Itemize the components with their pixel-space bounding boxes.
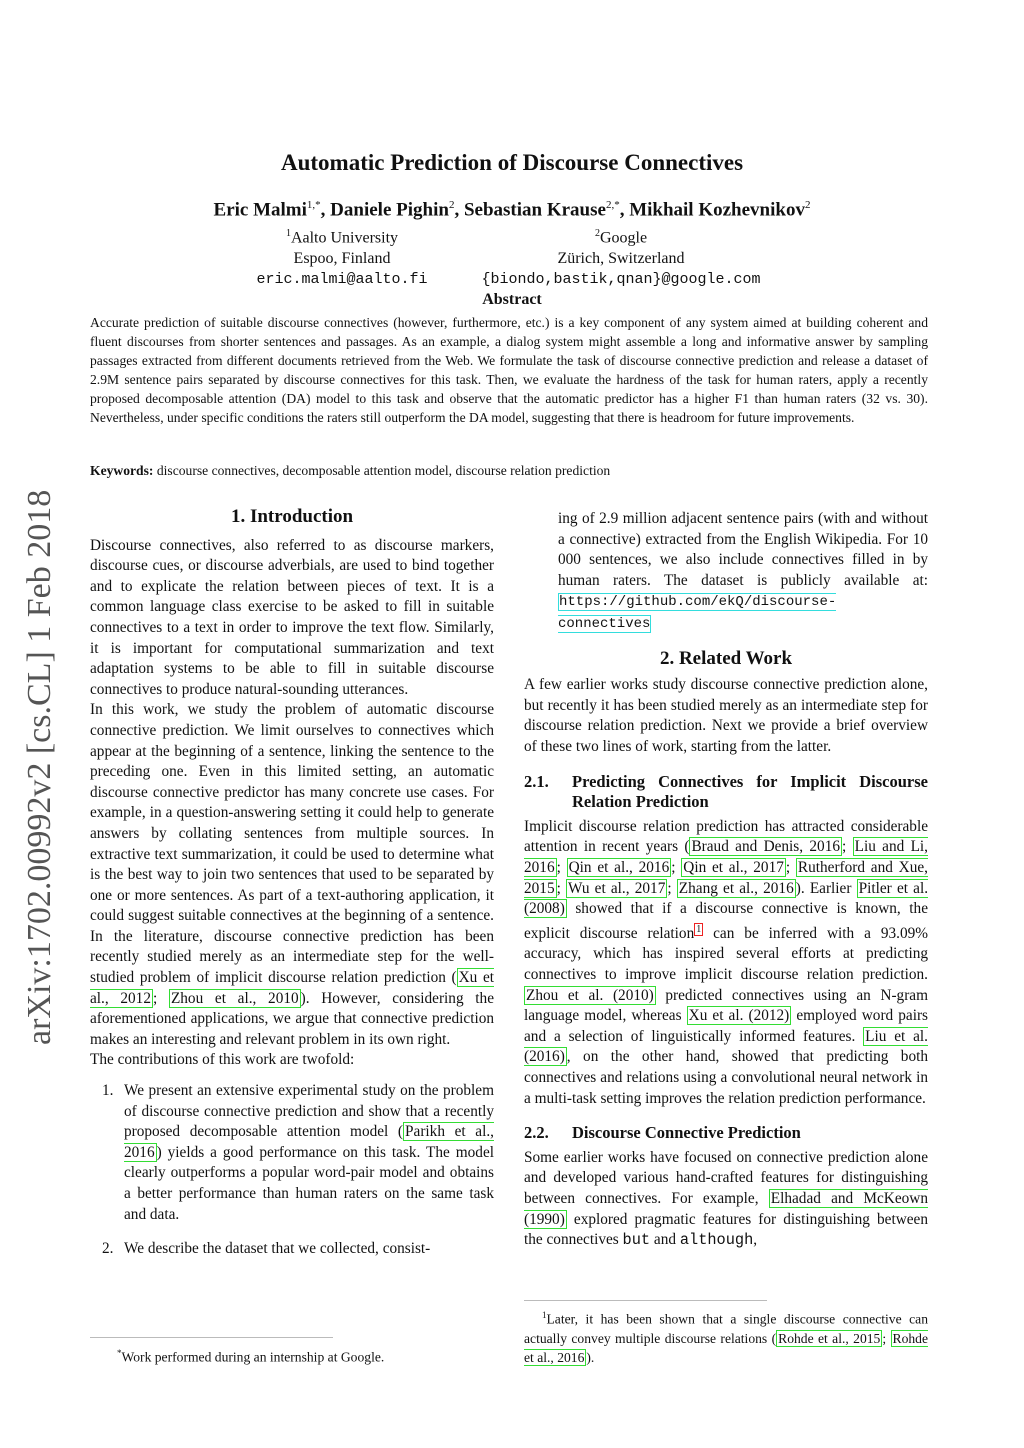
citation-link[interactable]: Zhang et al., 2016 [678, 879, 794, 897]
author-name: Mikhail Kozhevnikov [629, 199, 805, 221]
body-text: predicted connectives using an N-gram language model, whereas [524, 986, 928, 1025]
citation-link[interactable]: Rohde et al., 2016 [524, 1330, 928, 1365]
subsection-2-1-body: Implicit discourse relation prediction has attracted considerable attention in recent years ( Braud and Denis, 2016 ; Liu and Li, 2016 ; Qin et al., 2016 ; Qin et al., 2017 ; Rutherford and Xue, 2015 ; Wu et al., 2017 ; Zhang et al., 2016 ). Earlier Pitler et al. (2008) showed that if a discourse connective is known, the explicit discourse relation $^1$ can be inferred with a 93.09% accuracy, which has inspired several efforts at predicting connectives to improve implicit discourse relation prediction. Zhou et al. (2010) predicted connectives using an N-gram language model, whereas Xu et al. (2012) employed word pairs and a selection of linguistically informed features. Liu et al. (2016) , on the other hand, showed that predicting both connectives and relations using a convolutional neural network in a multi-task setting improves the relation prediction performance. [524, 817, 929, 1107]
abstract-text: Accurate prediction of suitable discourse connectives (however, furthermore, etc.) is a key component of any system aimed at building coherent and fluent discourses from shorter sentences and passages. As an example, a dialog system might assemble a long and informative answer by sampling passages extracted from different documents retrieved from the Web. We formulate the task of discourse connective prediction and release a dataset of 2.9M sentence pairs separated by discourse connectives for this task. Then, we evaluate the hardness of the task for human raters, apply a recently proposed decomposable attention (DA) model to this task and observe that the automatic predictor has a higher F1 than human raters (32 vs. 30). Nevertheless, under specific conditions the raters still outperform the DA model, suggesting that there is headroom for future improvements. [90, 315, 928, 425]
contribution-text: ) yields a good performance on this task. The model clearly outperforms a popular word-pair model and obtains a better performance than human raters on the same task and data. [124, 1143, 494, 1223]
author-name: Daniele Pighin [330, 199, 449, 221]
intro-paragraph-2 [90, 700, 494, 1050]
author-sup: 2 [804, 199, 811, 211]
footnote-mark: * [117, 1348, 122, 1358]
footnote-mark: 1 [542, 1310, 547, 1320]
code-term: but [622, 1231, 651, 1250]
list-number: 1. [102, 1082, 114, 1100]
author-name: Eric Malmi [213, 199, 307, 221]
body-text: , on the other hand, showed that predicting both connectives and relations using a convolutional neural network in a multi-task setting improves the relation prediction performance. [524, 1048, 928, 1107]
citation-link[interactable]: Qin et al., 2016 [568, 858, 670, 876]
body-text: Implicit discourse relation prediction has attracted considerable attention in recent years ( [524, 817, 928, 856]
related-paragraph-1: A few earlier works study discourse connective prediction alone, but recently it has been studied merely as an intermediate step for discourse relation prediction. Next we provide a brief overview of these two lines of work, starting from the latter. [524, 676, 928, 755]
arxiv-identifier: arXiv:1702.00992v2 [cs.CL] 1 Feb 2018 [21, 489, 58, 1045]
citation-link[interactable]: Rohde et al., 2015 [778, 1330, 881, 1346]
left-column [90, 507, 494, 1260]
body-text: can be inferred with a 93.09% accuracy, which has inspired several efforts at predicting connectives to improve implicit discourse relation prediction. [524, 924, 928, 983]
keywords [90, 463, 928, 479]
affiliation-2 [456, 223, 786, 290]
list-number: 2. [102, 1240, 114, 1258]
footnote-text: Work performed during an internship at Google. [121, 1349, 385, 1365]
affiliation-sup: 2 [594, 228, 600, 239]
citation-link[interactable]: Zhou et al., 2010 [170, 989, 299, 1007]
body-text: ). Earlier [795, 879, 857, 897]
author-sup: 1,* [306, 199, 321, 211]
citation-separator: ; [882, 1330, 891, 1346]
citation-link[interactable]: Elhadad and McKeown (1990) [524, 1189, 928, 1228]
keywords-label: Keywords: [90, 463, 154, 478]
body-text: , [753, 1231, 758, 1249]
affiliation-location: Zürich, Switzerland [557, 250, 685, 268]
contribution-item-1 [102, 1081, 494, 1225]
citation-link[interactable]: Braud and Denis, 2016 [691, 838, 841, 856]
citation-link[interactable]: Xu et al. (2012) [688, 1007, 790, 1025]
citation-link[interactable]: Qin et al., 2017 [683, 858, 784, 876]
contribution-text: We describe the dataset that we collected, consist- [124, 1240, 431, 1258]
code-term: although [679, 1231, 754, 1250]
author-sup: 2,* [605, 199, 620, 211]
right-column [524, 509, 928, 1251]
citation-link[interactable]: Liu et al. (2016) [524, 1027, 929, 1066]
affiliation-sup: 1 [285, 228, 291, 239]
affiliation-email: {biondo,bastik,qnan}@google.com [481, 271, 761, 289]
affiliation-location: Espoo, Finland [293, 250, 391, 268]
subsection-number: 2.1. [524, 771, 549, 791]
footnote-rule [90, 1337, 333, 1338]
citation-separator: ; [152, 989, 169, 1007]
intro-text: ). However, considering the aforementioned applications, we argue that connective prediction makes an interesting and relevant problem in its own right. [90, 989, 494, 1048]
paper-title: Automatic Prediction of Discourse Connectives [280, 150, 744, 175]
footnote-right [524, 1306, 928, 1367]
contribution-text: ing of 2.9 million adjacent sentence pairs (with and without a connective) extracted from the English Wikipedia. For 10 000 sentences, we also include connectives filled in by human raters. The dataset is publicly available at: [558, 510, 928, 589]
author-list: Eric Malmi$^{1,*}$, Daniele Pighin$^2$, Sebastian Krause$^{2,*}$, Mikhail Kozhevnikov$^2$ [213, 199, 811, 221]
body-text: Some earlier works have focused on connective prediction alone and developed various hand-crafted features for distinguishing between connectives. For example, [524, 1148, 928, 1207]
subsection-number: 2.2. [524, 1123, 549, 1143]
footnote-text: Later, it has been shown that a single discourse connective can actually convey multiple discourse relations ( [524, 1311, 928, 1346]
citation-link[interactable]: Liu and Li, 2016 [524, 838, 928, 876]
citation-link[interactable]: Parikh et al., 2016 [124, 1123, 494, 1161]
intro-text: In this work, we study the problem of automatic discourse connective prediction. We limit ourselves to connectives which appear at the beginning of a sentence, linking the sentence to the preceding one. Even in this limited setting, an automatic discourse connective predictor has many concrete use cases. For example, in a question-answering setting it could help to generate answers by collating sentences from multiple sources. In extractive text summarization, it could be used to determine what is the best way to join two sentences that used to be separated by one or more sentences. As part of a text-authoring application, it could suggest suitable connectives at the beginning of a sentence. In the literature, discourse connective prediction has been recently studied merely as an intermediate step for the well-studied problem of implicit discourse relation prediction ( [90, 701, 494, 987]
footnote-rule [524, 1300, 767, 1301]
contribution-text: We present an extensive experimental study on the problem of discourse connective prediction and show that a recently proposed decomposable attention model ( [124, 1082, 494, 1141]
author-name: Sebastian Krause [463, 199, 606, 221]
abstract-heading: Abstract [482, 291, 542, 308]
footnote-left [117, 1344, 497, 1367]
affiliation-1 [232, 223, 452, 290]
body-text: and [650, 1231, 680, 1249]
intro-paragraph-3: The contributions of this work are twofold: [90, 1051, 355, 1069]
footnote-link[interactable]: 1 [696, 923, 702, 935]
subsection-heading-2-1 [524, 772, 928, 813]
citation-link[interactable]: Rutherford and Xue, 2015 [524, 858, 928, 897]
citation-link[interactable]: Wu et al., 2017 [568, 879, 666, 897]
section-heading-introduction: 1. Introduction [230, 506, 354, 527]
intro-paragraph-1: Discourse connectives, also referred to as discourse markers, discourse cues, or discourse adverbials, are used to bind together and to explicate the relation between pieces of text. It is a common language class exercise to be asked to fill in suitable connectives to a text in order to improve the text flow. Similarly, it is important for computational summarization and text adaptation systems to be able to fill in suitable discourse connectives to produce natural-sounding utterances. [90, 536, 494, 698]
contribution-item-2 [102, 1239, 494, 1260]
section-heading-related-work: 2. Related Work [659, 647, 793, 669]
author-sup: 2 [448, 199, 455, 211]
affiliation-name: Aalto University [290, 229, 399, 247]
affiliation-name: Google [599, 229, 648, 247]
contribution-continued [524, 509, 928, 635]
affiliation-email: eric.malmi@aalto.fi [256, 271, 428, 289]
dataset-url-link[interactable]: https://github.com/ekQ/discourse-connectives [558, 594, 837, 632]
body-text: showed that if a discourse connective is known, the explicit discourse relation [524, 900, 928, 942]
subsection-title: Discourse Connective Prediction [572, 1123, 801, 1143]
body-text: explored pragmatic features for distinguishing between the connectives [524, 1210, 928, 1249]
footnote-text: ). [586, 1349, 595, 1365]
subsection-heading-2-2 [524, 1123, 928, 1144]
subsection-title: Predicting Connectives for Implicit Discourse Relation Prediction [572, 771, 928, 812]
citation-link[interactable]: Xu et al., 2012 [90, 969, 495, 1007]
subsection-2-2-body [524, 1148, 928, 1251]
keywords-text: discourse connectives, decomposable attention model, discourse relation prediction [156, 463, 611, 478]
body-text: employed word pairs and a selection of linguistically informed features. [524, 1007, 929, 1045]
citation-link[interactable]: Pitler et al. (2008) [524, 879, 929, 918]
citation-link[interactable]: Zhou et al. (2010) [526, 986, 654, 1004]
